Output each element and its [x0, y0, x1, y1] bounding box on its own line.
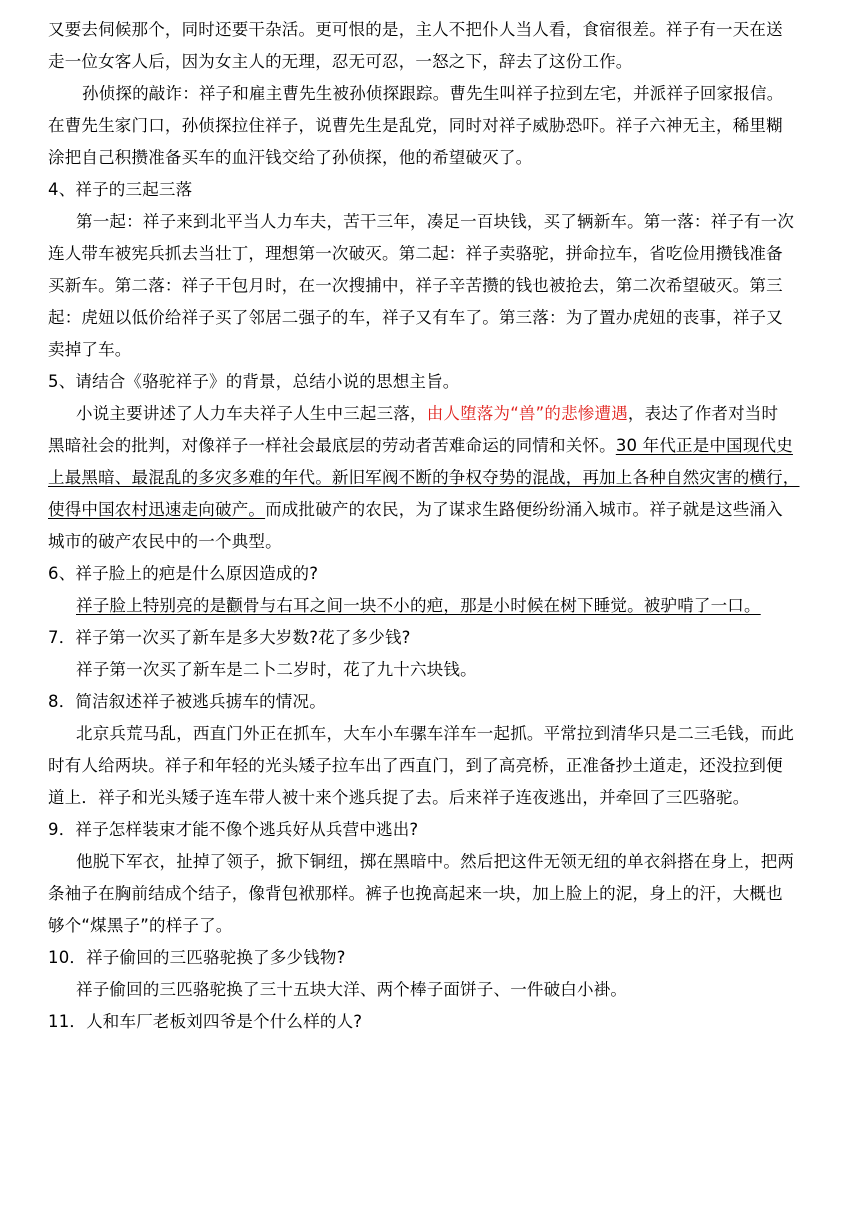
text-line: 他脱下军衣，扯掉了领子，掀下铜纽，掷在黑暗中。然后把这件无领无纽的单衣斜搭在身上，把两: [76, 852, 795, 871]
text-line: 又要去伺候那个，同时还要干杂活。更可恨的是，主人不把仆人当人看，食宿很差。祥子有一天在送: [48, 20, 783, 39]
question-heading: 5、请结合《骆驼祥子》的背景，总结小说的思想主旨。: [48, 372, 460, 391]
text-line: 涂把自己积攒准备买车的血汗钱交给了孙侦探，他的希望破灭了。: [48, 148, 533, 167]
text-line: 时有人给两块。祥子和年轻的光头矮子拉车出了西直门，到了高亮桥，正准备抄土道走，还没拉到便: [48, 756, 783, 775]
question-heading: 6、祥子脸上的疤是什么原因造成的?: [48, 564, 319, 583]
text-line: 走一位女客人后，因为女主人的无理，忍无可忍，一怒之下，辞去了这份工作。: [48, 52, 633, 71]
text-line: 北京兵荒马乱，西直门外正在抓车，大车小车骡车洋车一起抓。平常拉到清华只是二三毛钱，而此: [76, 724, 795, 743]
question-heading: 10．祥子偷回的三匹骆驼换了多少钱物?: [48, 948, 346, 967]
text-line: 第一起：祥子来到北平当人力车夫，苦干三年，凑足一百块钱，买了辆新车。第一落：祥子有一次: [76, 212, 795, 231]
text-line: 买新车。第二落：祥子干包月时，在一次搜捕中，祥子辛苦攒的钱也被抢去，第二次希望破灭。第三: [48, 276, 783, 295]
text-line: 道上．祥子和光头矮子连车带人被十来个逃兵捉了去。后来祥子连夜逃出，并牵回了三匹骆驼。: [48, 788, 750, 807]
text-line: 起：虎妞以低价给祥子买了邻居二强子的车，祥子又有车了。第三落：为了置办虎妞的丧事，祥子又: [48, 308, 783, 327]
text-line: [48, 494, 816, 526]
text-line: [48, 462, 816, 494]
underlined-text: 上最黑暗、最混乱的多灾多难的年代。新旧军阀不断的争权夺势的混战，再加上各种自然灾害的横行，: [48, 468, 800, 487]
text-line: 够个“煤黑子”的样子了。: [48, 916, 233, 935]
text-line: [48, 430, 816, 462]
underlined-text: 30 年代正是中国现代史: [615, 436, 793, 455]
text-line: 卖掉了车。: [48, 340, 132, 359]
document-page: [48, 14, 816, 1038]
underlined-text: 祥子脸上特别亮的是颧骨与右耳之间一块不小的疤，那是小时候在树下睡觉。被驴啃了一口。: [76, 596, 761, 615]
text-line: 孙侦探的敲诈：祥子和雇主曹先生被孙侦探跟踪。曹先生叫祥子拉到左宅，并派祥子回家报信。: [82, 84, 784, 103]
text-line: 在曹先生家门口，孙侦探拉住祥子，说曹先生是乱党，同时对祥子威胁恐吓。祥子六神无主，稀里糊: [48, 116, 783, 135]
question-heading: 11．人和车厂老板刘四爷是个什么样的人?: [48, 1012, 363, 1031]
underlined-text: 使得中国农村迅速走向破产。: [48, 500, 266, 519]
question-heading: 9．祥子怎样装束才能不像个逃兵好从兵营中逃出?: [48, 820, 419, 839]
text-line: 祥子偷回的三匹骆驼换了三十五块大洋、两个棒子面饼子、一件破白小褂。: [76, 980, 628, 999]
question-heading: 7．祥子第一次买了新车是多大岁数?花了多少钱?: [48, 628, 411, 647]
text-run: 黑暗社会的批判，对像祥子一样社会最底层的劳动者苦难命运的同情和关怀。: [48, 436, 616, 455]
text-line: [48, 590, 816, 622]
text-line: 祥子第一次买了新车是二卜二岁时，花了九十六块钱。: [76, 660, 477, 679]
text-line: 城市的破产农民中的一个典型。: [48, 532, 282, 551]
section-heading: 4、祥子的三起三落: [48, 180, 193, 199]
text-run: ，表达了作者对当时: [627, 404, 779, 423]
text-line: 连人带车被宪兵抓去当壮丁，理想第一次破灭。第二起：祥子卖骆驼，拼命拉车，省吃俭用攒钱准备: [48, 244, 783, 263]
text-run: 而成批破产的农民，为了谋求生路便纷纷涌入城市。祥子就是这些涌入: [265, 500, 783, 519]
text-line: 条袖子在胸前结成个结子，像背包袱那样。裤子也挽高起来一块，加上脸上的泥，身上的汗，大概也: [48, 884, 783, 903]
highlighted-text: 由人堕落为“兽”的悲惨遭遇: [426, 404, 628, 423]
text-line: [48, 398, 816, 430]
text-run: 小说主要讲述了人力车夫祥子人生中三起三落，: [76, 404, 427, 423]
question-heading: 8．简洁叙述祥子被逃兵掳车的情况。: [48, 692, 326, 711]
